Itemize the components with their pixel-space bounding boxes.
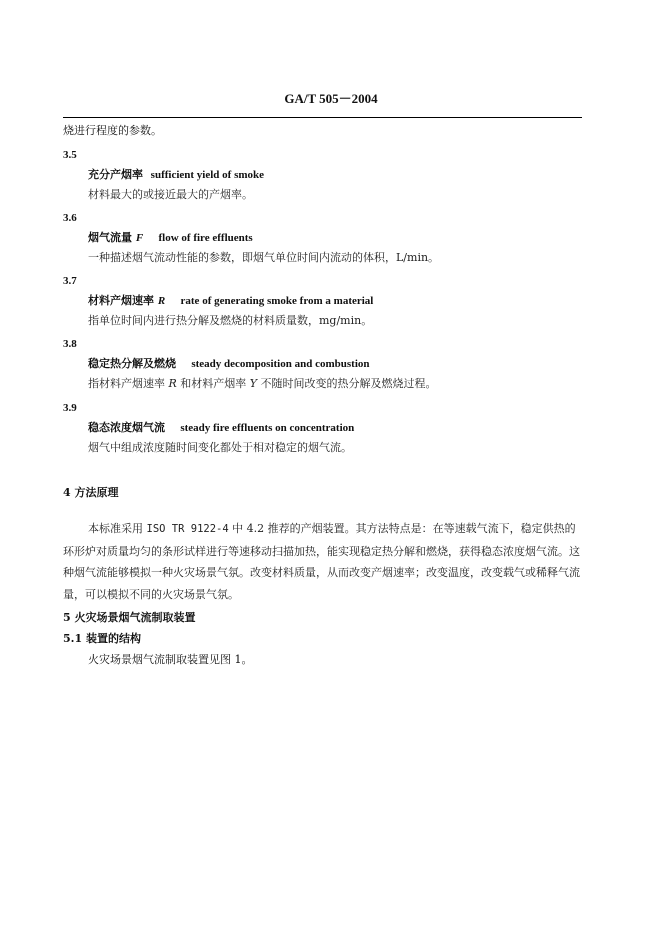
term-title bbox=[63, 294, 583, 308]
term-3-7 bbox=[63, 274, 583, 328]
section-5-title: 5 火灾场景烟气流制取装置 bbox=[63, 611, 196, 624]
term-symbol: F bbox=[135, 232, 144, 244]
def-symbol-r: R bbox=[168, 377, 177, 390]
term-en: rate of generating smoke from a material bbox=[180, 295, 374, 307]
term-number: 3.8 bbox=[63, 338, 77, 350]
def-part-b: 和材料产烟率 bbox=[176, 377, 250, 390]
document-header: GA/T 505－2004 bbox=[284, 91, 378, 106]
section-5-1-text: 火灾场景烟气流制取装置见图 1。 bbox=[88, 653, 253, 666]
term-number: 3.6 bbox=[63, 212, 77, 224]
term-number: 3.9 bbox=[63, 402, 77, 414]
term-3-5 bbox=[63, 148, 583, 202]
para-standard-code: ISO TR 9122-4 bbox=[146, 523, 229, 535]
continuation-text: 烧进行程度的参数。 bbox=[63, 124, 162, 137]
term-zh: 稳态浓度烟气流 bbox=[88, 421, 165, 434]
term-zh: 烟气流量 bbox=[88, 231, 132, 244]
term-zh: 稳定热分解及燃烧 bbox=[88, 357, 176, 370]
term-definition bbox=[63, 377, 583, 391]
term-title bbox=[63, 357, 583, 371]
term-definition: 一种描述烟气流动性能的参数，即烟气单位时间内流动的体积，L/min。 bbox=[88, 251, 440, 264]
def-part-c: 不随时间改变的热分解及燃烧过程。 bbox=[257, 377, 437, 390]
term-definition: 烟气中组成浓度随时间变化都处于相对稳定的烟气流。 bbox=[88, 441, 352, 454]
term-definition: 指单位时间内进行热分解及燃烧的材料质量数，mg/min。 bbox=[88, 314, 373, 327]
term-3-8 bbox=[63, 337, 583, 391]
para-text-b: 中 4.2 推荐的产烟装置。其方法特点是：在等速载气流下，稳定供热的环形炉对质量均匀的条形试样进行等速移动扫描加热，能实现稳定热分解和燃烧，获得稳态浓度烟气流。这种烟气流能够模拟一种火灾场景气氛。改变材料质量，从而改变产烟速率；改变温度，改变载气或稀释气流量，可以模拟不同的火灾场景气氛。 bbox=[63, 522, 580, 601]
term-en: flow of fire effluents bbox=[158, 232, 253, 244]
section-5-1-title: 5.1 装置的结构 bbox=[63, 632, 141, 645]
term-zh: 充分产烟率 bbox=[88, 168, 143, 181]
term-en: sufficient yield of smoke bbox=[150, 169, 265, 181]
term-en: steady fire effluents on concentration bbox=[180, 422, 355, 434]
term-title bbox=[63, 168, 583, 182]
term-3-6 bbox=[63, 211, 583, 265]
term-definition: 材料最大的或接近最大的产烟率。 bbox=[88, 188, 253, 201]
term-number: 3.7 bbox=[63, 275, 77, 287]
section-4-title: 4 方法原理 bbox=[63, 486, 119, 499]
para-text-a: 本标准采用 bbox=[88, 522, 147, 535]
def-part-a: 指材料产烟速率 bbox=[88, 377, 169, 390]
term-zh: 材料产烟速率 bbox=[88, 294, 154, 307]
def-symbol-y: Y bbox=[249, 377, 258, 390]
term-symbol: R bbox=[157, 295, 166, 307]
header-rule bbox=[63, 117, 582, 118]
section-4-paragraph bbox=[63, 518, 583, 605]
term-title bbox=[63, 421, 583, 435]
term-number: 3.5 bbox=[63, 149, 77, 161]
term-en: steady decomposition and combustion bbox=[191, 358, 370, 370]
term-title bbox=[63, 231, 583, 245]
term-3-9 bbox=[63, 401, 583, 455]
